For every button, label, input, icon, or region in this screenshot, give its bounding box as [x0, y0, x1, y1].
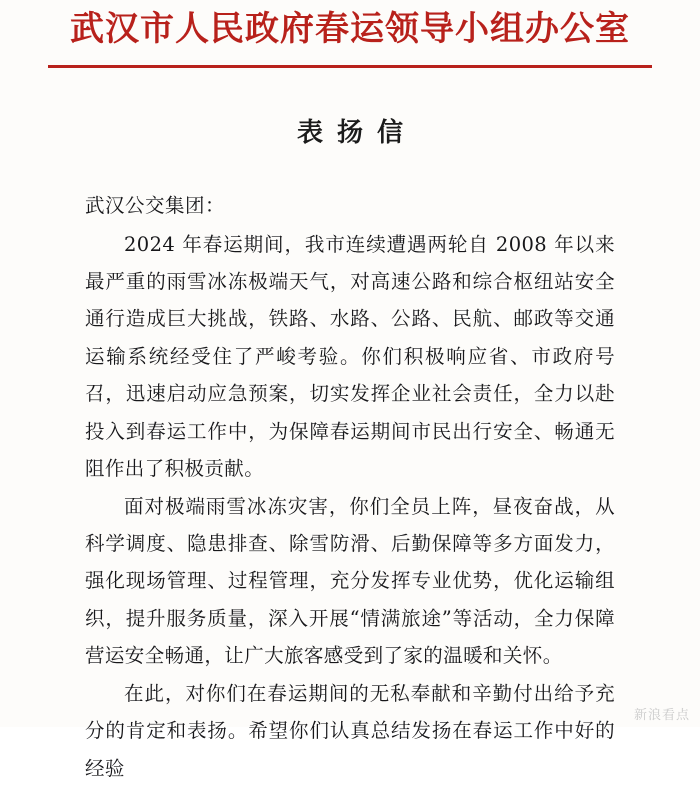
letterhead-organization: 武汉市人民政府春运领导小组办公室 — [0, 8, 700, 51]
letterhead — [0, 0, 700, 68]
salutation: 武汉公交集团： — [85, 187, 615, 224]
body-paragraph: 面对极端雨雪冰冻灾害，你们全员上阵，昼夜奋战，从科学调度、隐患排查、除雪防滑、后勤保障等多方面发力，强化现场管理、过程管理，充分发挥专业优势，优化运输组织，提升服务质量，深入开展“情满旅途”等活动，全力保障营运安全畅通，让广大旅客感受到了家的温暖和关怀。 — [85, 488, 615, 675]
watermark: 新浪看点 — [634, 704, 690, 723]
letterhead-divider — [48, 65, 652, 68]
body-paragraph: 在此，对你们在春运期间的无私奉献和辛勤付出给予充分的肯定和表扬。希望你们认真总结发扬在春运工作中好的经验 — [85, 675, 615, 787]
body-paragraph: 2024 年春运期间，我市连续遭遇两轮自 2008 年以来最严重的雨雪冰冻极端天气，对高速公路和综合枢纽站安全通行造成巨大挑战，铁路、水路、公路、民航、邮政等交通运输系统经受住了严峻考验。你们积极响应省、市政府号召，迅速启动应急预案，切实发挥企业社会责任，全力以赴投入到春运工作中，为保障春运期间市民出行安全、畅通无阻作出了积极贡献。 — [85, 226, 615, 488]
document-body — [85, 187, 615, 787]
page-title: 表扬信 — [0, 112, 700, 149]
